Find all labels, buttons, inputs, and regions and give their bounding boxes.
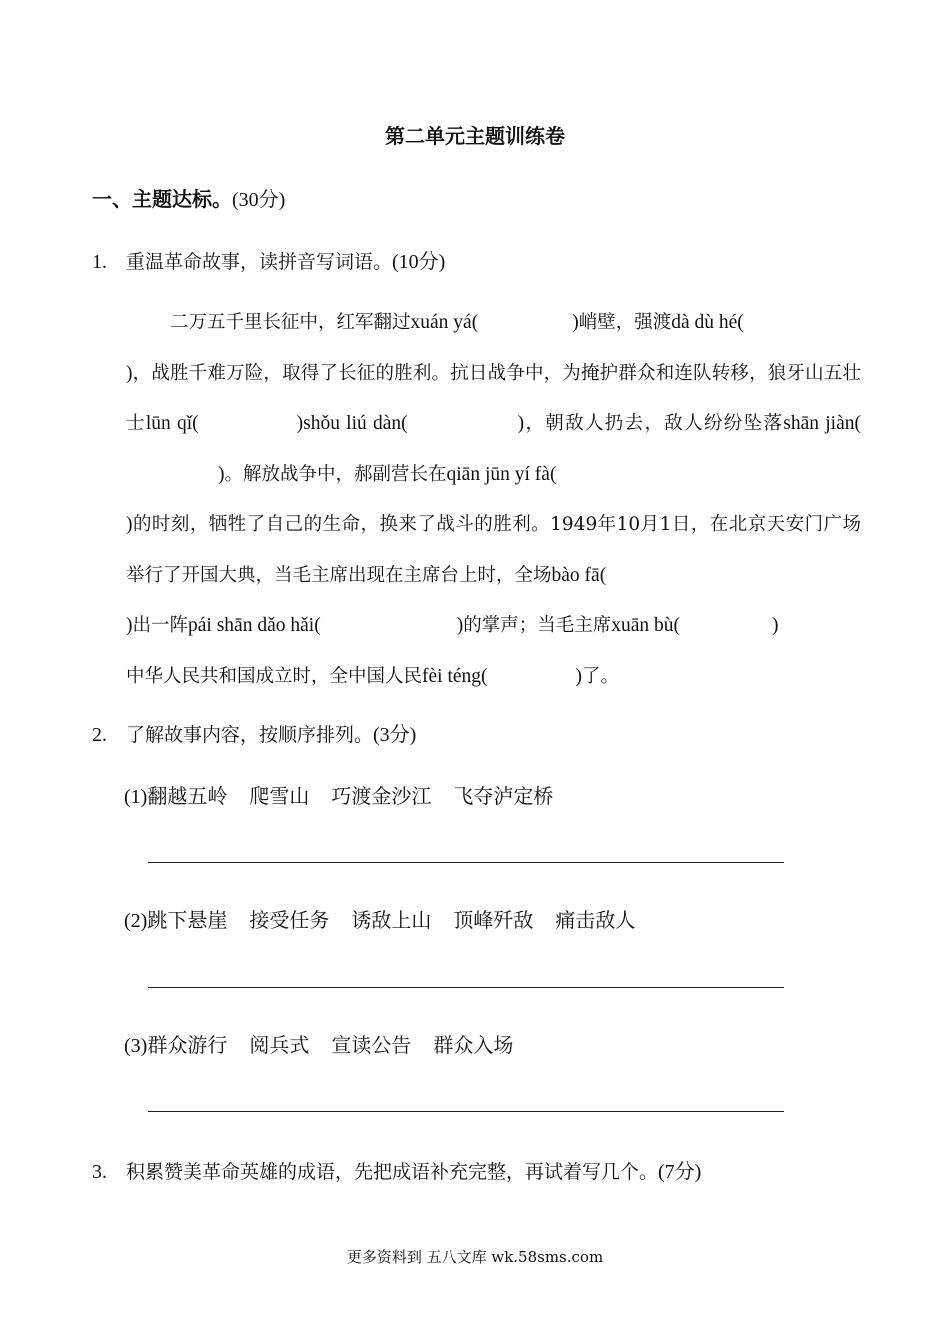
question-1 xyxy=(92,245,445,274)
event-word: 诱敌上山 xyxy=(351,908,432,932)
section-heading-text: 一、主题达标。 xyxy=(92,187,232,211)
pinyin-prompt: lūn qǐ xyxy=(145,413,193,434)
sequence-item-3 xyxy=(124,1029,535,1058)
item-label: (2) xyxy=(124,910,148,932)
pinyin-prompt: shān jiàn xyxy=(783,413,855,434)
passage-text: ，朝敌人扔去，敌人纷纷坠落 xyxy=(524,413,784,434)
event-word: 跳下悬崖 xyxy=(147,908,228,932)
pinyin-passage: 二万五千里长征中，红军翻过xuán yá( )峭壁，强渡dà dù hé( )，战胜千难万险，取得了长征的胜利。抗日战争中，为掩护群众和连队转移，狼牙山五壮士lūn qǐ( )shǒu liú dàn( )，朝敌人扔去，敌人纷纷坠落shān jiàn()。解放战争中，郝副营长在qiān jūn yí fà( )的时刻，牺牲了自己的生命，换来了战斗的胜利。1949年10月1日，在北京天安门广场举行了开国大典，当毛主席出现在主席台上时，全场bào fā( )出一阵pái shān dǎo hǎi( )的掌声；当毛主席xuān bù( ) 中华人民共和国成立时，全中国人民fèi téng( )了。 xyxy=(126,312,861,687)
section-heading xyxy=(92,183,285,212)
pinyin-prompt: xuān bù xyxy=(611,615,674,636)
passage-text: ，战胜千难万险，取得了长征的胜利。抗日战争中，为掩护群众和连队转移，狼牙山五壮士 xyxy=(126,362,861,434)
event-word: 接受任务 xyxy=(249,908,330,932)
question-score: (7分) xyxy=(658,1161,702,1183)
answer-line-3[interactable] xyxy=(148,1111,784,1112)
event-word: 痛击敌人 xyxy=(555,908,636,932)
passage-text: 峭壁，强渡 xyxy=(578,312,672,333)
event-word: 翻越五岭 xyxy=(147,784,228,808)
pinyin-prompt: xuán yá xyxy=(410,312,472,333)
question-number: 2. xyxy=(92,724,107,746)
passage-text: 二万五千里长征中，红军翻过 xyxy=(170,312,411,333)
passage-text: 的掌声；当毛主席 xyxy=(463,615,612,636)
question-2 xyxy=(92,718,416,747)
question-score: (10分) xyxy=(392,251,446,273)
pinyin-prompt: dà dù hé xyxy=(671,312,738,333)
event-word: 宣读公告 xyxy=(331,1033,412,1057)
passage-text: 的时刻，牺牲了自己的生命，换来了战斗的胜利。1949年10月1日，在北京天安门广场举行了开国大典，当毛主席出现在主席台上时，全场 xyxy=(126,514,861,586)
question-text: 积累赞美革命英雄的成语，先把成语补充完整，再试着写几个。 xyxy=(126,1161,659,1183)
question-text: 重温革命故事，读拼音写词语。 xyxy=(126,251,393,273)
event-word: 爬雪山 xyxy=(249,784,310,808)
question-text: 了解故事内容，按顺序排列。 xyxy=(126,724,374,746)
answer-line-2[interactable] xyxy=(148,987,784,988)
question-score: (3分) xyxy=(373,724,417,746)
event-word: 群众入场 xyxy=(433,1033,514,1057)
section-score: (30分) xyxy=(232,189,286,211)
passage-text: 。解放战争中，郝副营长在 xyxy=(224,463,447,485)
question-3 xyxy=(92,1155,701,1184)
footer-watermark: 更多资料到 五八文库 wk.58sms.com xyxy=(346,1248,604,1266)
answer-line-1[interactable] xyxy=(148,862,784,863)
item-label: (1) xyxy=(124,786,148,808)
pinyin-prompt: pái shān dǎo hǎi xyxy=(188,615,315,636)
sequence-item-1 xyxy=(124,780,575,809)
question-number: 1. xyxy=(92,251,107,273)
event-word: 阅兵式 xyxy=(249,1033,310,1057)
pinyin-prompt: fèi téng xyxy=(422,665,482,687)
sequence-item-2 xyxy=(124,904,657,933)
item-label: (3) xyxy=(124,1035,148,1057)
event-word: 群众游行 xyxy=(147,1033,228,1057)
pinyin-prompt: bào fā xyxy=(551,564,600,586)
event-word: 飞夺泸定桥 xyxy=(453,784,554,808)
passage-text: 出一阵 xyxy=(132,615,189,636)
question-number: 3. xyxy=(92,1161,107,1183)
pinyin-prompt: qiān jūn yí fà xyxy=(446,463,550,485)
pinyin-prompt: shǒu liú dàn xyxy=(303,413,402,434)
page-title: 第二单元主题训练卷 xyxy=(385,124,565,148)
passage-text: 中华人民共和国成立时，全中国人民 xyxy=(126,665,423,687)
passage-text: 了。 xyxy=(582,665,620,687)
event-word: 巧渡金沙江 xyxy=(331,784,432,808)
event-word: 顶峰歼敌 xyxy=(453,908,534,932)
